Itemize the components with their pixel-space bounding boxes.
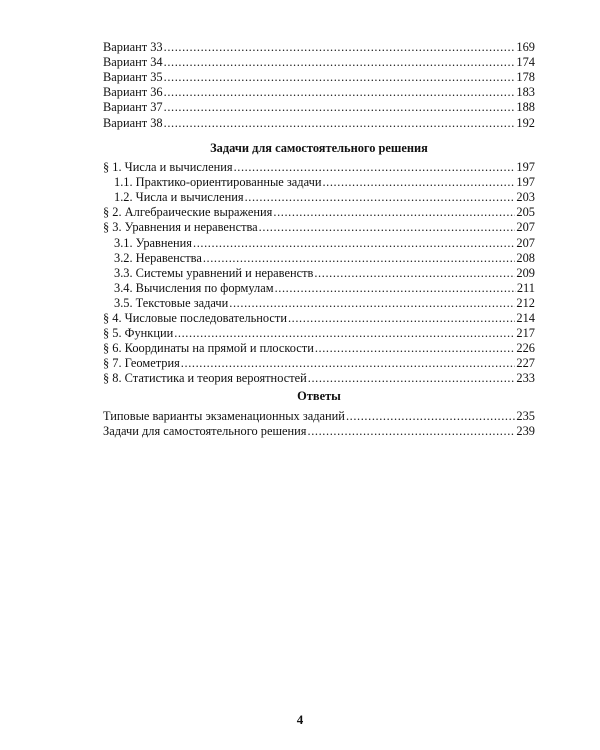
toc-entry-label: Вариант 36 <box>103 85 163 100</box>
leader-dots <box>308 424 516 439</box>
toc-entry-page: 211 <box>516 280 535 295</box>
toc-entry-page: 227 <box>516 356 535 371</box>
toc-entry-label: § 8. Статистика и теория вероятностей <box>103 371 307 386</box>
toc-entry-label: § 6. Координаты на прямой и плоскости <box>103 341 314 356</box>
toc-entry-page: 214 <box>516 311 535 326</box>
toc-entry-subsection-1-1[interactable] <box>103 175 535 190</box>
toc-entry-page: 197 <box>516 160 535 175</box>
toc-entry-section-7[interactable] <box>103 356 535 371</box>
toc-entry-label: 3.3. Системы уравнений и неравенств <box>114 265 314 280</box>
toc-entry-page: 207 <box>516 235 535 250</box>
toc-entry-label: Типовые варианты экзаменационных заданий <box>103 409 345 424</box>
toc-entry-page: 205 <box>516 205 535 220</box>
toc-answers <box>103 409 535 439</box>
toc-entry-page: 188 <box>516 100 535 115</box>
toc-entry-label: § 2. Алгебраические выражения <box>103 205 273 220</box>
toc-entry-variant-34[interactable] <box>103 55 535 70</box>
toc-entry-subsection-3-1[interactable] <box>103 235 535 250</box>
leader-dots <box>315 341 516 356</box>
leader-dots <box>203 251 516 266</box>
toc-entry-section-4[interactable] <box>103 311 535 326</box>
toc-entry-page: 209 <box>516 265 535 280</box>
toc-entry-label: Задачи для самостоятельного решения <box>103 424 307 439</box>
leader-dots <box>322 175 515 190</box>
toc-entry-section-8[interactable] <box>103 371 535 386</box>
leader-dots <box>164 40 516 55</box>
toc-entry-label: § 1. Числа и вычисления <box>103 160 233 175</box>
toc-entry-subsection-3-5[interactable] <box>103 296 535 311</box>
toc-entry-subsection-3-3[interactable] <box>103 266 535 281</box>
toc-entry-subsection-3-2[interactable] <box>103 251 535 266</box>
toc-entry-label: Вариант 34 <box>103 55 163 70</box>
toc-entry-page: 178 <box>516 70 535 85</box>
toc-entry-label: § 3. Уравнения и неравенства <box>103 220 258 235</box>
leader-dots <box>234 160 516 175</box>
toc-entry-page: 183 <box>516 85 535 100</box>
toc-entry-label: 3.1. Уравнения <box>114 235 193 250</box>
leader-dots <box>229 296 515 311</box>
toc-entry-page: 235 <box>516 409 535 424</box>
toc-self-study <box>103 160 535 386</box>
toc-entry-label: Вариант 35 <box>103 70 163 85</box>
toc-entry-label: 1.1. Практико-ориентированные задачи <box>114 175 322 190</box>
page-number: 4 <box>296 712 304 727</box>
toc-entry-page: 174 <box>516 55 535 70</box>
toc-entry-label: 3.5. Текстовые задачи <box>114 295 229 310</box>
toc-entry-label: 1.2. Числа и вычисления <box>114 190 244 205</box>
leader-dots <box>245 190 516 205</box>
toc-entry-page: 207 <box>516 220 535 235</box>
toc-entry-variant-33[interactable] <box>103 40 535 55</box>
toc-entry-answers-self-study[interactable] <box>103 424 535 439</box>
leader-dots <box>164 55 516 70</box>
leader-dots <box>164 70 516 85</box>
toc-entry-label: Вариант 37 <box>103 100 163 115</box>
leader-dots <box>181 356 516 371</box>
toc-entry-page: 197 <box>516 175 535 190</box>
toc-entry-section-3[interactable] <box>103 220 535 235</box>
leader-dots <box>164 116 516 131</box>
toc-entry-page: 239 <box>516 424 535 439</box>
toc-entry-page: 217 <box>516 326 535 341</box>
toc-entry-subsection-1-2[interactable] <box>103 190 535 205</box>
toc-variants <box>103 40 535 131</box>
leader-dots <box>314 266 515 281</box>
toc-entry-variant-35[interactable] <box>103 70 535 85</box>
toc-entry-label: Вариант 33 <box>103 40 163 55</box>
toc-entry-page: 226 <box>516 341 535 356</box>
toc-entry-variant-37[interactable] <box>103 100 535 115</box>
toc-entry-page: 192 <box>516 115 535 130</box>
toc-entry-label: Вариант 38 <box>103 115 163 130</box>
leader-dots <box>308 371 516 386</box>
section-heading-answers: Ответы <box>297 389 341 403</box>
toc-entry-section-2[interactable] <box>103 205 535 220</box>
toc-entry-label: § 4. Числовые последовательности <box>103 311 287 326</box>
toc-entry-page: 208 <box>516 250 535 265</box>
toc-entry-section-1[interactable] <box>103 160 535 175</box>
toc-entry-page: 233 <box>516 371 535 386</box>
leader-dots <box>164 85 516 100</box>
toc-entry-page: 203 <box>516 190 535 205</box>
toc-entry-label: 3.4. Вычисления по формулам <box>114 280 274 295</box>
leader-dots <box>346 409 515 424</box>
leader-dots <box>193 236 515 251</box>
toc-entry-page: 169 <box>516 40 535 55</box>
section-heading-self-study: Задачи для самостоятельного решения <box>210 141 428 155</box>
leader-dots <box>275 281 516 296</box>
toc-entry-section-6[interactable] <box>103 341 535 356</box>
toc-entry-variant-38[interactable] <box>103 115 535 130</box>
toc-entry-subsection-3-4[interactable] <box>103 281 535 296</box>
toc-entry-answers-variants[interactable] <box>103 409 535 424</box>
leader-dots <box>273 205 515 220</box>
leader-dots <box>288 311 515 326</box>
leader-dots <box>259 220 516 235</box>
toc-entry-label: § 7. Геометрия <box>103 356 180 371</box>
toc-entry-page: 212 <box>516 295 535 310</box>
leader-dots <box>174 326 515 341</box>
toc-entry-label: § 5. Функции <box>103 326 174 341</box>
toc-entry-section-5[interactable] <box>103 326 535 341</box>
leader-dots <box>164 100 516 115</box>
toc-entry-variant-36[interactable] <box>103 85 535 100</box>
toc-entry-label: 3.2. Неравенства <box>114 250 202 265</box>
